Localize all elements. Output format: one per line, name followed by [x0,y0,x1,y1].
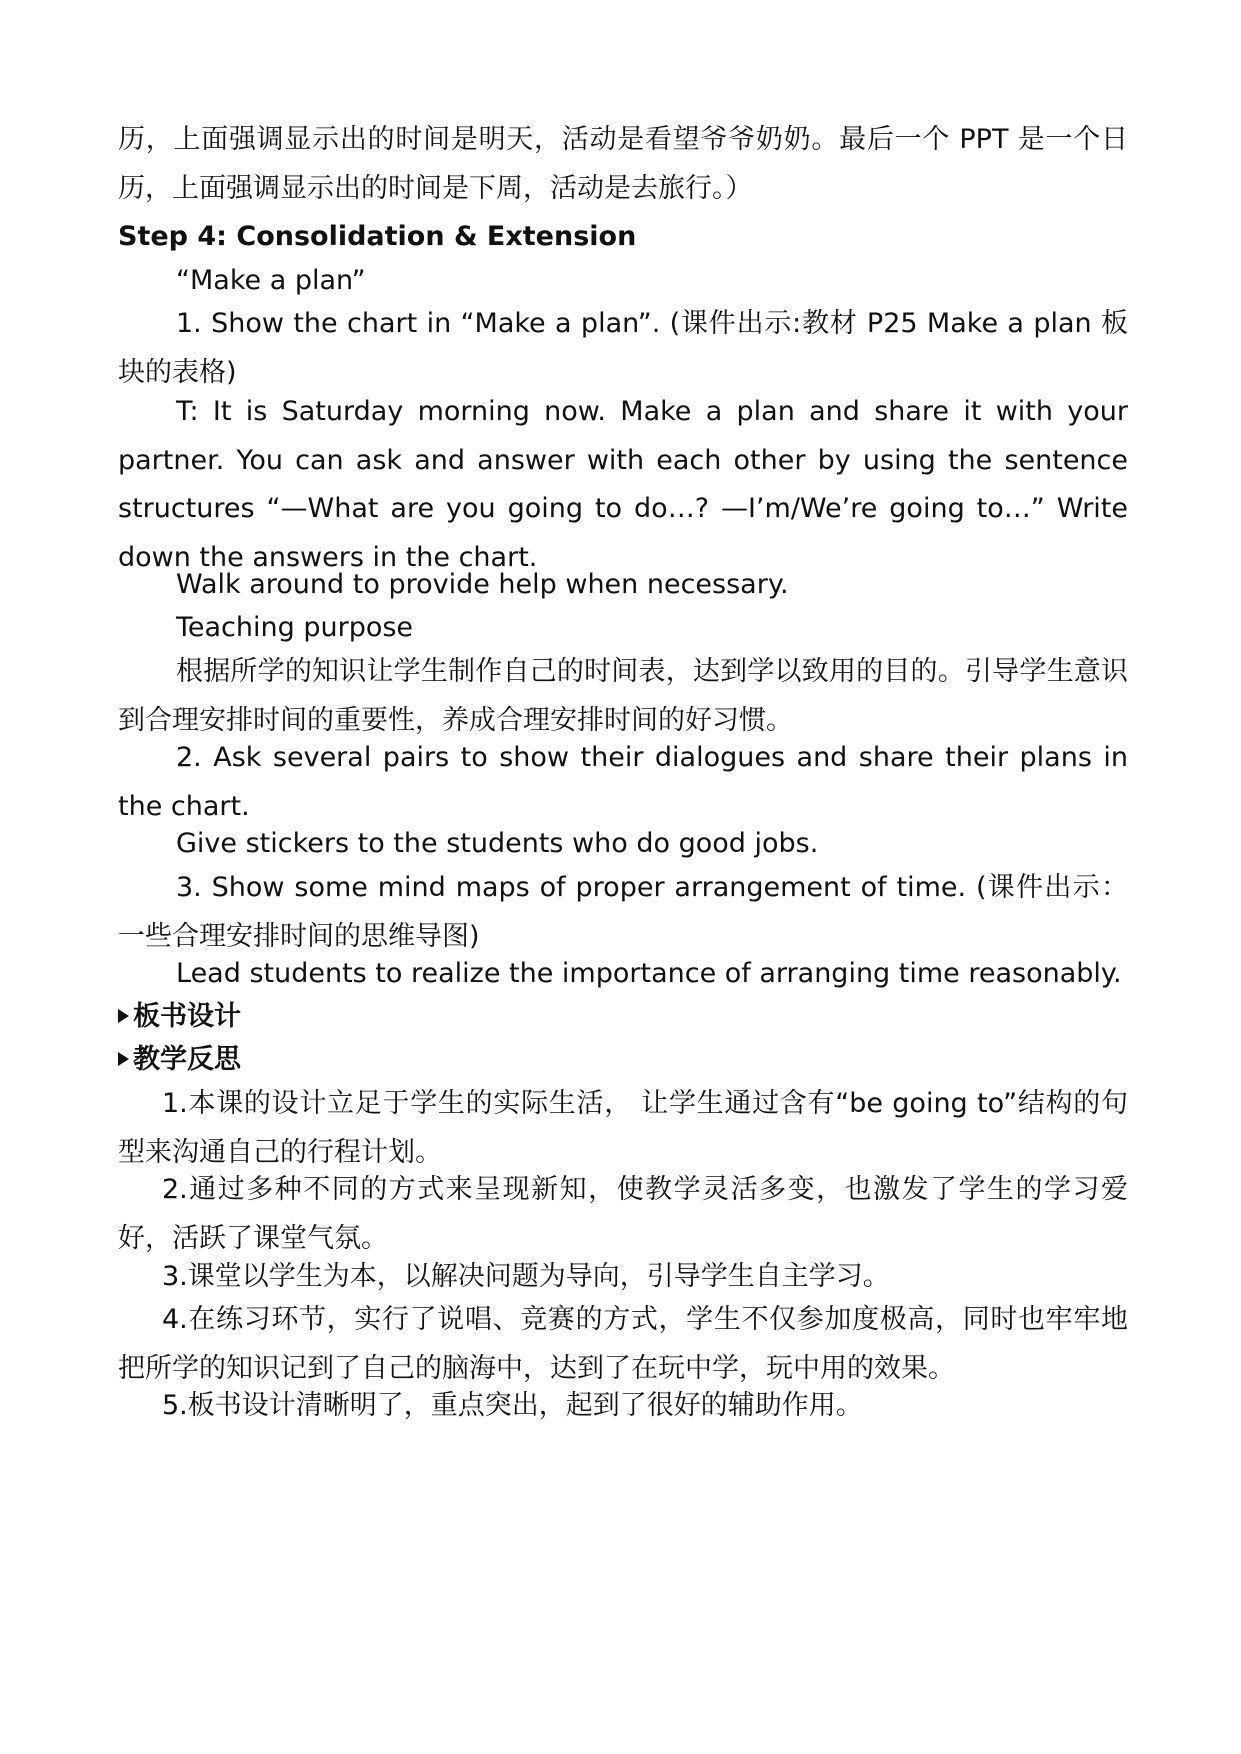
reflection-heading [118,1036,1128,1085]
reflection-item-5: 5.板书设计清晰明了，重点突出，起到了很好的辅助作用。 [162,1390,863,1421]
reflection-label: 教学反思 [133,1044,241,1075]
board-design-label: 板书设计 [133,1001,241,1032]
teacher-instruction: T: It is Saturday morning now. Make a plan and share it with your partner. You can ask and answer with each other by using the sentence structures “—What are you going to do…? —I’m/We’re going to…” Write down the answers in the chart. [118,396,1128,573]
make-plan-title: “Make a plan” [176,265,366,296]
reflection-item-3: 3.课堂以学生为本，以解决问题为导向，引导学生自主学习。 [162,1261,890,1292]
give-stickers-note: Give stickers to the students who do good jobs. [176,828,819,859]
step4-heading: Step 4: Consolidation & Extension [118,221,637,252]
intro-continuation: 历，上面强调显示出的时间是明天，活动是看望爷爷奶奶。最后一个 PPT 是一个日历，上面强调显示出的时间是下周，活动是去旅行。） [118,124,1128,204]
lead-students-note: Lead students to realize the importance of arranging time reasonably. [176,958,1122,989]
board-design-heading [118,993,1128,1042]
triangle-bullet-icon [118,1052,129,1066]
reflection-item-4: 4.在练习环节，实行了说唱、竞赛的方式，学生不仅参加度极高，同时也牢牢地把所学的知识记到了自己的脑海中，达到了在玩中学，玩中用的效果。 [118,1304,1128,1384]
walk-around-note: Walk around to provide help when necessary. [176,569,789,600]
teaching-purpose-label: Teaching purpose [176,612,414,643]
reflection-item-2: 2.通过多种不同的方式来呈现新知，使教学灵活多变，也激发了学生的学习爱好，活跃了课堂气氛。 [118,1174,1128,1254]
reflection-item-1: 1.本课的设计立足于学生的实际生活， 让学生通过含有“be going to”结构的句型来沟通自己的行程计划。 [118,1088,1128,1168]
item-1: 1. Show the chart in “Make a plan”. (课件出示:教材 P25 Make a plan 板块的表格) [118,308,1128,388]
triangle-bullet-icon [118,1009,129,1023]
item-2: 2. Ask several pairs to show their dialogues and share their plans in the chart. [118,742,1128,822]
item-3: 3. Show some mind maps of proper arrangement of time. (课件出示：一些合理安排时间的思维导图) [118,872,1128,952]
teaching-purpose-text: 根据所学的知识让学生制作自己的时间表，达到学以致用的目的。引导学生意识到合理安排时间的重要性，养成合理安排时间的好习惯。 [118,656,1128,736]
